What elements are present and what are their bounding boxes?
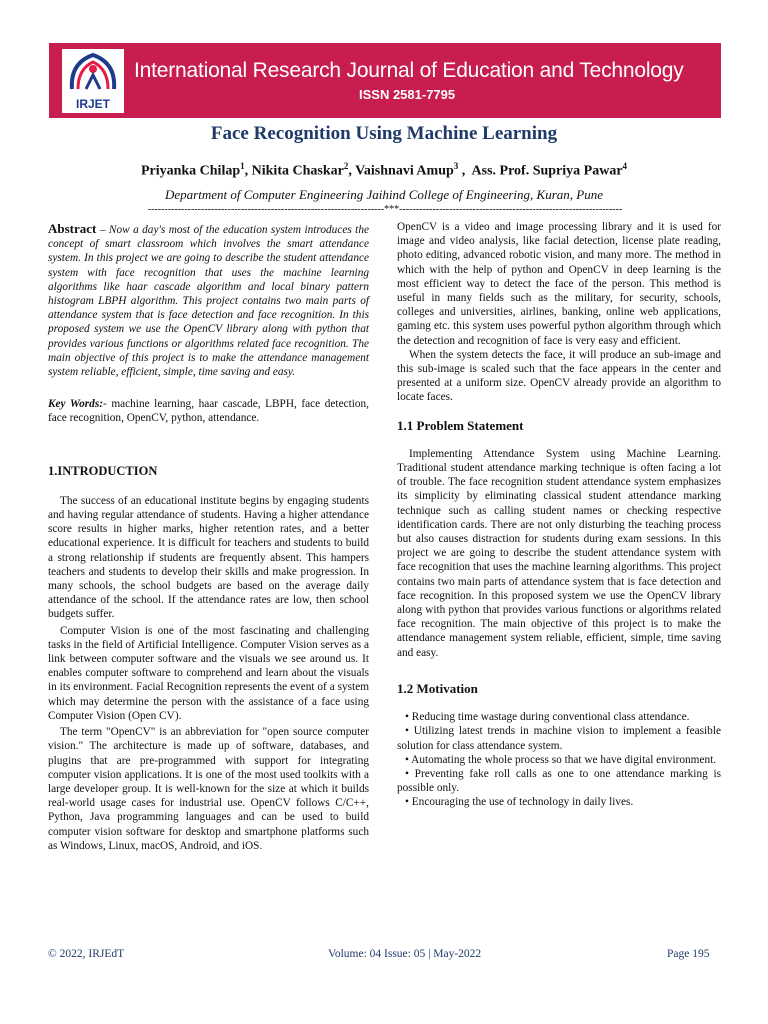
intro-heading: 1.INTRODUCTION [48, 463, 158, 478]
left-column [48, 222, 369, 853]
list-item: • Reducing time wastage during conventional class attendance. [405, 711, 690, 724]
motivation-heading: 1.2 Motivation [397, 680, 478, 696]
keywords [48, 397, 369, 425]
logo-figure-icon [62, 49, 124, 93]
journal-banner [49, 43, 721, 118]
paper-title: Face Recognition Using Machine Learning [210, 123, 558, 144]
keywords-label: Key Words: [48, 398, 103, 411]
affiliation: Department of Computer Engineering Jaihind College of Engineering, Kuran, Pune [165, 187, 603, 202]
intro-paragraph: Computer Vision is one of the most fascinating and challenging tasks in the field of Artificial Intelligence. Computer Vision serves as a link between computer software and the visuals we see around us. It enables computer software to comprehend and learn about the visuals in its environment. Facial Recognition represents the event of a system which may determine the person with the assistance of a face using Computer Vision (Open CV). [48, 624, 369, 722]
body-paragraph: OpenCV is a video and image processing library and it is used for image and video analysis, like facial detection, license plate reading, photo editing, advanced robotic vision, and many more. The method in which with the help of python and OpenCV in deep learning is the most efficient way to detect the face of the person. This method is useful in many fields such as the military, for security, schools, colleges and universities, airlines, banking, online web applications, gaming etc. this system uses powerful python algorithm through which the detection and recognition of face is very easy and efficient. [397, 221, 721, 347]
footer-volume: Volume: 04 Issue: 05 | May-2022 [328, 948, 482, 960]
body-paragraph: When the system detects the face, it will produce an sub-image and this sub-image is scaled such that the face appears in the center and presented at a uniform size. OpenCV already provide an algorithm to locate faces. [397, 348, 721, 404]
author-name: Nikita Chaskar [251, 163, 344, 179]
intro-paragraph: The term "OpenCV" is an abbreviation for "open source computer vision." The architecture is made up of software, databases, and plugins that are pre-programmed with support for integrating computer vision applications. It is one of the most used toolkits with a large developer group. It is well-known for the size at which it builds real-world usage cases for industrial use. OpenCV follows C/C++, Python, Java programming languages and can be used to build computer vision software for desktop and smartphone platforms such as Windows, Linux, macOS, Android, and iOS. [48, 726, 369, 852]
author-sup: 1 [240, 161, 245, 171]
author-list: Priyanka Chilap$^1$, Nikita Chaskar$^2$, Vaishnavi Amup$^3$ , Ass. Prof. Supriya Pawar$^4$ [140, 161, 628, 179]
footer-page: Page 195 [667, 948, 710, 960]
author-sup: 3 [453, 161, 459, 171]
problem-paragraph: Implementing Attendance System using Machine Learning. Traditional student attendance marking technique is often facing a lot of trouble. The face recognition student attendance system emphasizes its simplicity by eliminating classical student attendance marking technique such as calling student names or checking respective identification cards. There are not only disturbing the teaching process but also causes distraction for students during exam sessions. In this project we are going to describe the student attendance system with face recognition that uses the machine learning algorithms. This project contains two main parts of attendance system that is face detection and face recognition. In this proposed system we use the OpenCV library along with python that provides various functions or algorithms related face recognition. The main objective of this project is to make the attendance management system reliable, efficient, simple, time saving and easy. [397, 447, 721, 659]
list-item: • Utilizing latest trends in machine vision to implement a feasible solution for class attendance system. [397, 725, 721, 752]
keywords-text: - machine learning, haar cascade, LBPH, face detection, face recognition, OpenCV, python, attendance. [48, 398, 369, 425]
journal-title: International Research Journal of Education and Technology [134, 59, 684, 82]
author-name: Priyanka Chilap [140, 163, 241, 179]
author-sup: 4 [622, 161, 628, 171]
author-sup: 2 [343, 161, 349, 171]
author-name: Vaishnavi Amup [355, 163, 454, 179]
author-name: Ass. Prof. Supriya Pawar [471, 163, 623, 179]
list-item: • Automating the whole process so that we have digital environment. [405, 753, 717, 766]
list-item: • Encouraging the use of technology in daily lives. [405, 796, 634, 809]
motivation-list [397, 710, 721, 809]
abstract [48, 222, 369, 379]
right-column [397, 220, 721, 810]
intro-paragraph: The success of an educational institute begins by engaging students and having regular attendance of students. Having a higher attendance score results in higher marks, higher retention rates, and a better educational experience. It is difficult for teachers and students to build a strong relationship if students are frequently absent. This hampers teachers and students to develop their skills and make progression. In many schools, the school budgets are based on the average daily attendance of the school. If the attendance rates are low, then school budgets suffer. [48, 494, 369, 621]
journal-issn: ISSN 2581-7795 [359, 87, 456, 102]
abstract-text: – Now a day's most of the education system introduces the concept of smart classroom which involves the smart attendance system. In this project we are going to describe the student attendance system with face recognition that uses the machine learning algorithms like haar cascade algorithm and local binary pattern histogram LBPH algorithm. This project contains two main parts of attendance system that is face detection and face recognition. In this proposed system we use the OpenCV library along with python that provides various functions or algorithms related face recognition. The main objective of this project is to make the attendance management system reliable, efficient, simple, time saving and easy. [48, 224, 369, 379]
problem-heading: 1.1 Problem Statement [397, 417, 524, 433]
separator-line: -----------------------------------------------------------------------***------------------------------------------------------------------- [147, 204, 623, 215]
list-item: • Preventing fake roll calls as one to one attendance marking is possible only. [397, 767, 721, 795]
logo-text: IRJET [75, 97, 110, 111]
footer-copyright: © 2022, IRJEdT [48, 948, 125, 960]
irjet-logo [62, 49, 124, 113]
abstract-label: Abstract [48, 221, 97, 236]
